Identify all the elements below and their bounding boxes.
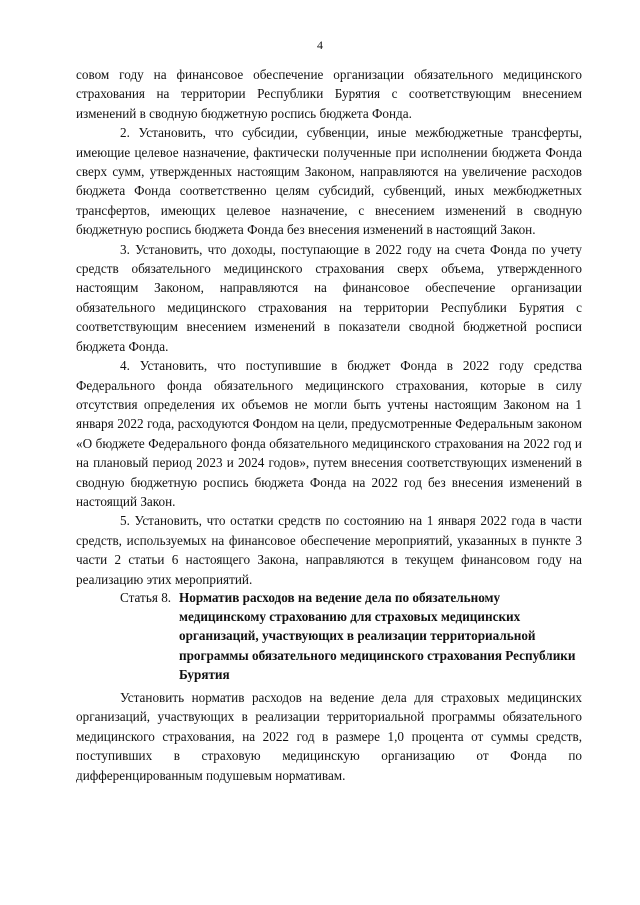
paragraph-norm: Установить норматив расходов на ведение дела для страховых медицинских организаций, участвующих в реализации территориальной программы обязательного медицинского страхования, на 2022 год в размере 1,0 процента от суммы средств, поступивших в страховую медицинскую организацию от Фонда по дифференцированным подушевым нормативам. <box>76 690 582 783</box>
article-heading <box>76 588 582 684</box>
paragraph-item-2: 2. Установить, что субсидии, субвенции, иные межбюджетные трансферты, имеющие целевое назначение, фактически полученные при исполнении бюджета Фонда сверх сумм, утвержденных настоящим Законом, направляются на увеличение расходов бюджета Фонда соответственно целям субсидий, субвенций, иных межбюджетных трансфертов, имеющих целевое назначение, с внесением изменений в сводную бюджетную роспись бюджета Фонда без внесения изменений в настоящий Закон. <box>76 125 582 238</box>
body-text <box>76 65 582 589</box>
paragraph-continuation: совом году на финансовое обеспечение организации обязательного медицинского страхования на территории Республики Бурятия с соответствующим внесением изменений в сводную бюджетную роспись бюджета Фонда. <box>76 67 582 121</box>
paragraph-item-4: 4. Установить, что поступившие в бюджет Фонда в 2022 году средства Федерального фонда обязательного медицинского страхования, которые в силу отсутствия определения их объемов не могли быть учтены настоящим Законом на 1 января 2022 года, расходуются Фондом на цели, предусмотренные Федеральным законом «О бюджете Федерального фонда обязательного медицинского страхования на 2022 год и на плановый период 2023 и 2024 годов», путем внесения соответствующих изменений в сводную бюджетную роспись бюджета Фонда на 2022 год без внесения изменений в настоящий Закон. <box>76 358 582 509</box>
paragraph-item-5: 5. Установить, что остатки средств по состоянию на 1 января 2022 года в части средств, используемых на финансовое обеспечение мероприятий, указанных в пункте 3 части 2 статьи 6 настоящего Закона, направляются в текущем финансовом году на реализацию этих мероприятий. <box>76 513 582 587</box>
article-body <box>76 688 582 785</box>
article-label: Статья 8. <box>120 590 172 605</box>
page-number: 4 <box>317 38 323 52</box>
paragraph-item-3: 3. Установить, что доходы, поступающие в 2022 году на счета Фонда по учету средств обязательного медицинского страхования сверх объема, утвержденного настоящим Законом, направляются на финансовое обеспечение организации обязательного медицинского страхования на территории Республики Бурятия с соответствующим внесением изменений в показатели сводной бюджетной росписи бюджета Фонда. <box>76 241 582 354</box>
article-title: Норматив расходов на ведение дела по обязательному медицинскому страхованию для страховых медицинских организаций, участвующих в реализации территориальной программы обязательного медицинского страхования Республики Бурятия <box>179 590 576 682</box>
